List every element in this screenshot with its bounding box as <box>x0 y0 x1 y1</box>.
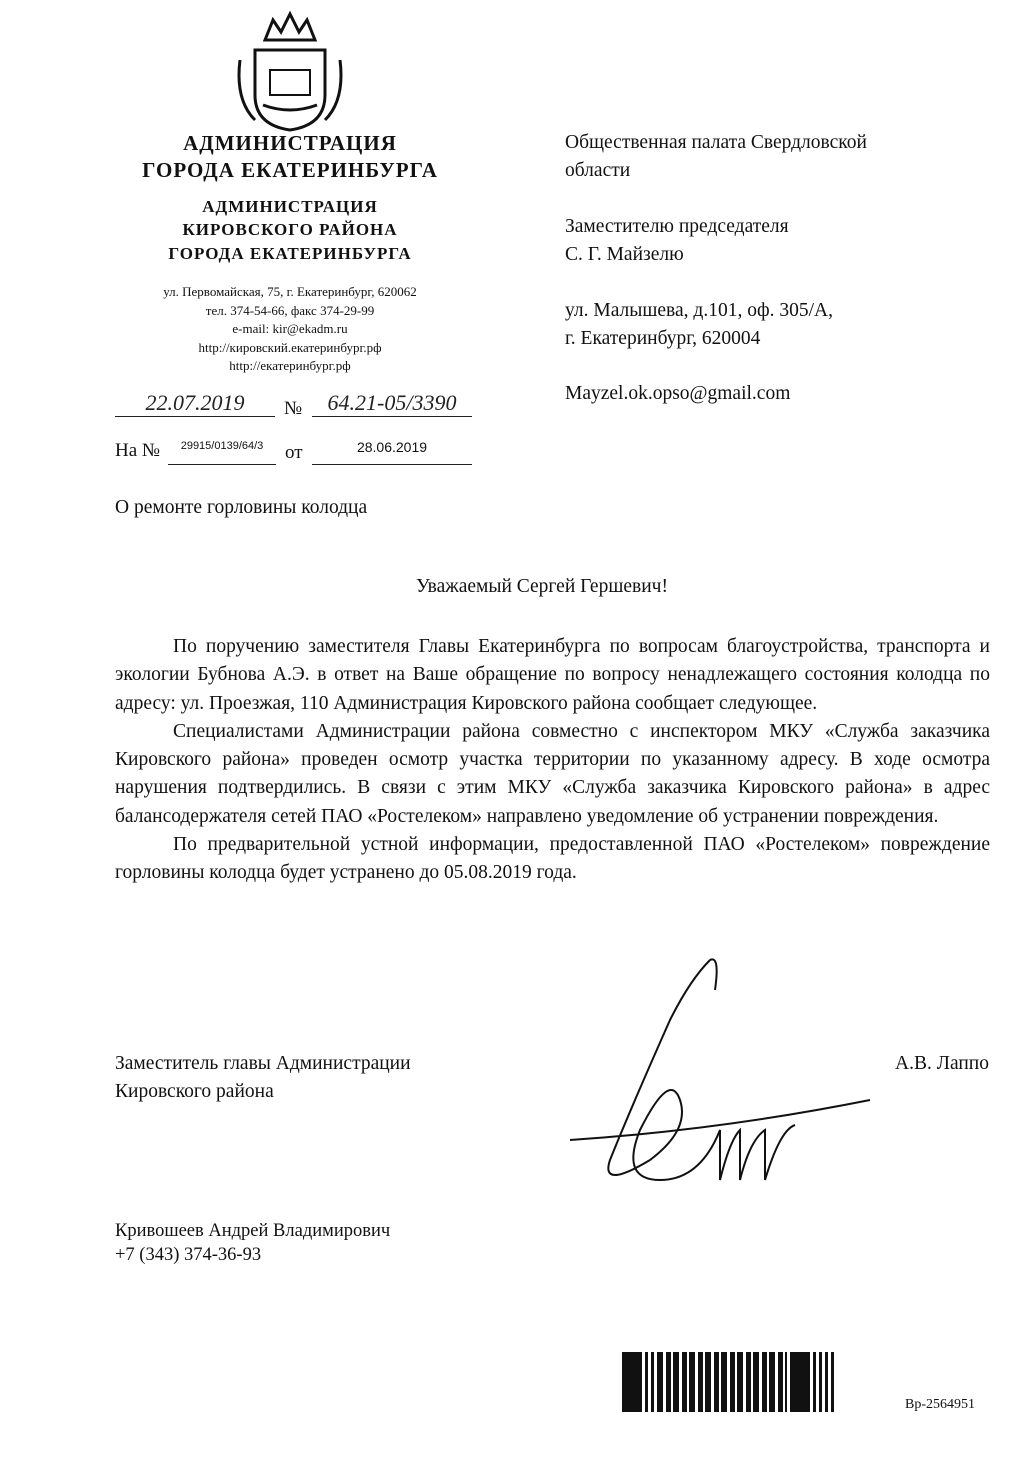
suborg-line3: ГОРОДА ЕКАТЕРИНБУРГА <box>168 244 412 263</box>
reply-label: На № <box>115 440 161 461</box>
letter-body <box>115 633 990 888</box>
executor-name: Кривошеев Андрей Владимирович <box>115 1221 391 1241</box>
from-label: от <box>285 442 303 463</box>
document-barcode <box>622 1352 892 1412</box>
sender-address: ул. Первомайская, 75, г. Екатеринбург, 620062 <box>163 284 417 299</box>
executor-phone: +7 (343) 374-36-93 <box>115 1245 262 1265</box>
sender-phone: тел. 374-54-66, факс 374-29-99 <box>205 302 375 318</box>
signer-position-line1: Заместитель главы Администрации <box>115 1053 411 1074</box>
recipient-email: Mayzel.ok.opso@gmail.com <box>565 383 791 404</box>
reg-number: 64.21-05/3390 <box>312 390 472 417</box>
org-name-line1: АДМИНИСТРАЦИЯ <box>183 131 397 155</box>
reg-date: 22.07.2019 <box>115 390 275 417</box>
recipient-line3: Заместителю председателя <box>565 216 789 237</box>
suborg-line2: КИРОВСКОГО РАЙОНА <box>182 220 398 239</box>
barcode-id: Вр-2564951 <box>905 1397 975 1412</box>
recipient-line6: г. Екатеринбург, 620004 <box>565 328 761 349</box>
sender-contacts <box>110 283 470 376</box>
reply-date: 28.06.2019 <box>312 439 472 465</box>
recipient-line1: Общественная палата Свердловской <box>565 132 867 153</box>
paragraph: Специалистами Администрации района совместно с инспектором МКУ «Служба заказчика Кировского района» проведен осмотр участка территории по указанному адресу. В ходе осмотра нарушения подтвердились. В связи с этим МКУ «Служба заказчика Кировского района» в адрес балансодержателя сетей ПАО «Ростелеком» направлено уведомление об устранении повреждения. <box>115 720 990 827</box>
city-coat-of-arms-icon <box>235 10 345 135</box>
recipient-line2: области <box>565 160 631 181</box>
paragraph: По предварительной устной информации, предоставленной ПАО «Ростелеком» повреждение горловины колодца будет устранено до 05.08.2019 года. <box>115 834 990 884</box>
recipient-line5: ул. Малышева, д.101, оф. 305/А, <box>565 300 833 321</box>
paragraph: По поручению заместителя Главы Екатеринбурга по вопросам благоустройства, транспорта и экологии Бубнова А.Э. в ответ на Ваше обращение по вопросу ненадлежащего состояния колодца по адресу: ул. Проезжая, 110 Администрация Кировского района сообщает следующее. <box>115 636 990 714</box>
sender-site2: http://екатеринбург.рф <box>229 358 351 373</box>
recipient-line4: С. Г. Майзелю <box>565 244 684 265</box>
recipient-address <box>565 297 833 353</box>
handwritten-signature <box>560 950 890 1210</box>
reply-number: 29915/0139/64/3 <box>168 440 276 465</box>
org-name-line2: ГОРОДА ЕКАТЕРИНБУРГА <box>142 158 438 182</box>
executor <box>115 1219 535 1267</box>
sender-email: e-mail: kir@ekadm.ru <box>232 321 348 336</box>
greeting: Уважаемый Сергей Гершевич! <box>416 576 668 597</box>
recipient-person <box>565 213 789 269</box>
signer-position <box>115 1050 535 1107</box>
suborg-line1: АДМИНИСТРАЦИЯ <box>202 197 378 216</box>
signer-position-line2: Кировского района <box>115 1081 274 1103</box>
reg-no-label: № <box>284 398 303 419</box>
subject: О ремонте горловины колодца <box>115 497 368 518</box>
recipient-org <box>565 129 867 185</box>
sender-site1: http://кировский.екатеринбург.рф <box>198 339 382 355</box>
signer-name: А.В. Лаппо <box>895 1053 989 1074</box>
